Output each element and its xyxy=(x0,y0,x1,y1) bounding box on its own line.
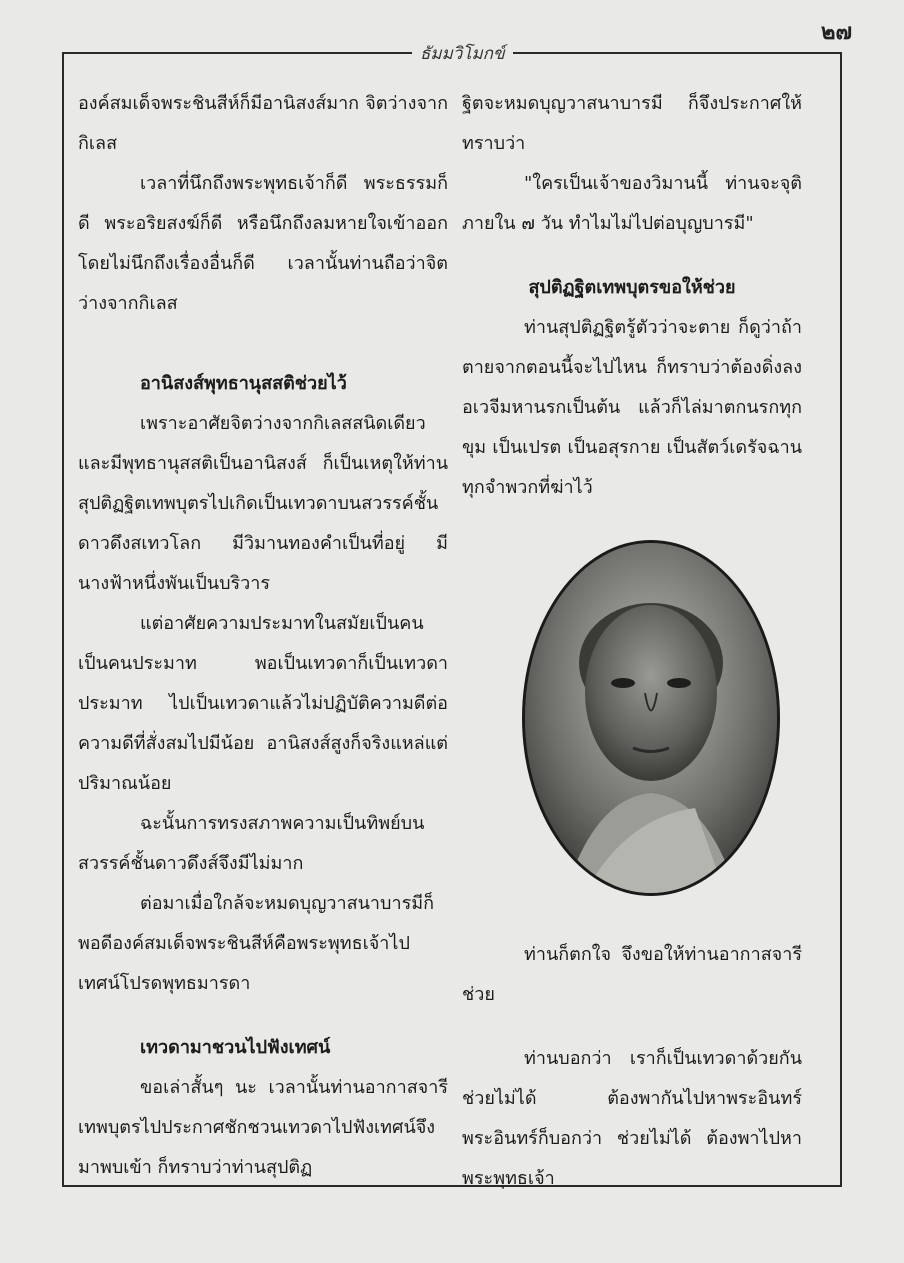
monk-portrait-image xyxy=(522,540,780,896)
left-para-3: เพราะอาศัยจิตว่างจากกิเลสสนิดเดียว และมีพุทธานุสสติเป็นอานิสงส์ ก็เป็นเหตุให้ท่านสุปติฏฐิตเทพบุตรไปเกิดเป็นเทวดาบนสวรรค์ชั้นดาวดึงสเทวโลก มีวิมานทองคำเป็นที่อยู่ มีนางฟ้าหนึ่งพันเป็นบริวาร xyxy=(78,413,448,594)
page-number: ๒๗ xyxy=(820,19,852,45)
section-heading-3: สุปติฏฐิตเทพบุตรขอให้ช่วย xyxy=(528,277,736,298)
right-lower-column xyxy=(462,935,802,1199)
monk-portrait-icon xyxy=(525,543,777,893)
left-column xyxy=(78,84,448,1188)
right-para-5: ท่านบอกว่า เราก็เป็นเทวดาด้วยกัน ช่วยไม่ได้ ต้องพากันไปหาพระอินทร์ พระอินทร์ก็บอกว่า ช่วยไม่ได้ ต้องพาไปหาพระพุทธเจ้า xyxy=(462,1048,802,1189)
section-heading-1: อานิสงส์พุทธานุสสติช่วยไว้ xyxy=(140,373,347,394)
left-para-7: ขอเล่าสั้นๆ นะ เวลานั้นท่านอากาสจารีเทพบุตรไปประกาศชักชวนเทวดาไปฟังเทศน์จึงมาพบเข้า ก็ทราบว่าท่านสุปติฏ xyxy=(78,1077,448,1178)
right-para-1: ฐิตจะหมดบุญวาสนาบารมี ก็จึงประกาศให้ทราบว่า xyxy=(462,93,802,154)
section-heading-2: เทวดามาชวนไปฟังเทศน์ xyxy=(140,1037,331,1058)
right-column xyxy=(462,84,802,508)
running-header: ธัมมวิโมกข์ xyxy=(412,40,513,67)
left-para-6: ต่อมาเมื่อใกล้จะหมดบุญวาสนาบารมีก็พอดีองค์สมเด็จพระชินสีห์คือพระพุทธเจ้าไปเทศน์โปรดพุทธมารดา xyxy=(78,893,434,994)
right-para-3: ท่านสุปติฏฐิตรู้ตัวว่าจะตาย ก็ดูว่าถ้าตายจากตอนนี้จะไปไหน ก็ทราบว่าต้องดิ่งลงอเวจีมหานรกเป็นต้น แล้วก็ไล่มาตกนรกทุกขุม เป็นเปรต เป็นอสุรกาย เป็นสัตว์เดรัจฉานทุกจำพวกที่ฆ่าไว้ xyxy=(462,317,802,498)
right-para-4: ท่านก็ตกใจ จึงขอให้ท่านอากาสจารีช่วย xyxy=(462,944,802,1005)
portrait-frame xyxy=(522,540,782,900)
left-para-2: เวลาที่นึกถึงพระพุทธเจ้าก็ดี พระธรรมก็ดี พระอริยสงฆ์ก็ดี หรือนึกถึงลมหายใจเข้าออกโดยไม่นึกถึงเรื่องอื่นก็ดี เวลานั้นท่านถือว่าจิตว่างจากกิเลส xyxy=(78,173,448,314)
left-para-4: แต่อาศัยความประมาทในสมัยเป็นคนเป็นคนประมาท พอเป็นเทวดาก็เป็นเทวดาประมาท ไปเป็นเทวดาแล้วไม่ปฏิบัติความดีต่อ ความดีที่สั่งสมไปมีน้อย อานิสงส์สูงก็จริงแหล่แต่ปริมาณน้อย xyxy=(78,613,448,794)
left-para-1: องค์สมเด็จพระชินสีห์ก็มีอานิสงส์มาก จิตว่างจากกิเลส xyxy=(78,93,448,154)
left-para-5: ฉะนั้นการทรงสภาพความเป็นทิพย์บนสวรรค์ชั้นดาวดึงส์จึงมีไม่มาก xyxy=(78,813,425,874)
right-para-2: "ใครเป็นเจ้าของวิมานนี้ ท่านจะจุติภายใน ๗ วัน ทำไมไม่ไปต่อบุญบารมี" xyxy=(462,173,802,234)
